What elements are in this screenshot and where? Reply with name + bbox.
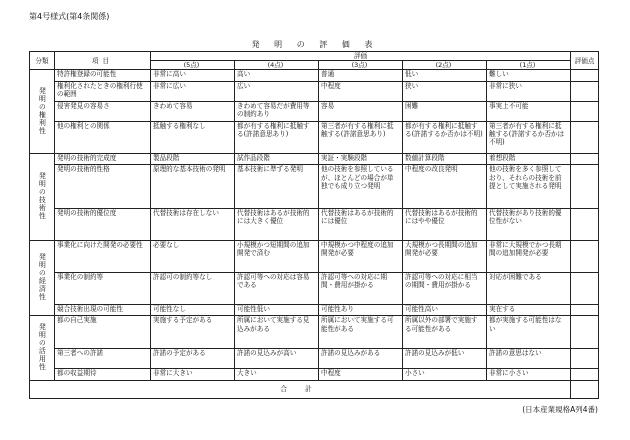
eval-cell: 小規模かつ短期間の追加開発で済む bbox=[235, 240, 319, 272]
eval-cell: 高い bbox=[235, 70, 319, 81]
total-label: 合 計 bbox=[30, 380, 571, 398]
eval-cell: 実施する予定がある bbox=[151, 316, 235, 348]
eval-cell: きわめて容易 bbox=[151, 101, 235, 121]
eval-cell: 大きい bbox=[235, 369, 319, 380]
eval-cell: 可能性高い bbox=[403, 305, 487, 316]
table-row bbox=[30, 101, 599, 121]
header-points-1: (1点) bbox=[487, 61, 571, 70]
eval-cell: 中程度の改良発明 bbox=[403, 165, 487, 209]
table-row bbox=[30, 348, 599, 369]
eval-cell: 都が有する権利に抵触する(許諾意思あり) bbox=[235, 121, 319, 153]
eval-cell: 非常に広い bbox=[151, 81, 235, 101]
eval-cell: 実在する bbox=[487, 305, 571, 316]
eval-cell: 可能性なし bbox=[151, 305, 235, 316]
eval-cell: 着想段階 bbox=[487, 153, 571, 164]
category-label: 発明の技術性 bbox=[38, 171, 47, 220]
table-row bbox=[30, 81, 599, 101]
table-row bbox=[30, 121, 599, 153]
eval-cell: 許認可等への対応に相当の期間・費用が掛かる bbox=[403, 272, 487, 304]
category-cell bbox=[30, 240, 55, 316]
header-category: 分類 bbox=[30, 52, 55, 70]
eval-cell: 許諾の見込みが高い bbox=[235, 348, 319, 369]
score-input-cell[interactable] bbox=[571, 70, 599, 81]
document-title: 発 明 の 評 価 表 bbox=[251, 40, 379, 49]
item-cell: 事業化に向けた開発の必要性 bbox=[55, 240, 151, 272]
header-points-5: (5点) bbox=[151, 61, 235, 70]
eval-cell: 許諾の予定がある bbox=[151, 348, 235, 369]
eval-cell: 低い bbox=[403, 70, 487, 81]
eval-cell: 他の技術を多く参照しており、それらの技術を前提として実施される発明 bbox=[487, 165, 571, 209]
eval-cell: きわめて容易だが費用等の制約あり bbox=[235, 101, 319, 121]
header-points-2: (2点) bbox=[403, 61, 487, 70]
eval-cell: 他の技術を参照しているが、ほとんどの場合が単独でも成り立つ発明 bbox=[319, 165, 403, 209]
item-cell: 侵害発見の容易さ bbox=[55, 101, 151, 121]
eval-cell: 試作品段階 bbox=[235, 153, 319, 164]
eval-cell: 非常に狭い bbox=[487, 81, 571, 101]
eval-cell: 代替技術はあるが技術的には大きく優位 bbox=[235, 208, 319, 240]
score-input-cell[interactable] bbox=[571, 153, 599, 164]
score-input-cell[interactable] bbox=[571, 101, 599, 121]
eval-cell: 許認可等への対応は容易である bbox=[235, 272, 319, 304]
eval-cell: 非常に大きい bbox=[151, 369, 235, 380]
eval-cell: 狭い bbox=[403, 81, 487, 101]
eval-cell: 必要なし bbox=[151, 240, 235, 272]
table-row bbox=[30, 70, 599, 81]
score-input-cell[interactable] bbox=[571, 272, 599, 304]
table-row bbox=[30, 272, 599, 304]
eval-cell: 都が有する権利に抵触する(許諾するか否かは不明) bbox=[403, 121, 487, 153]
item-cell: 発明の技術的完成度 bbox=[55, 153, 151, 164]
form-number: 第4号様式(第4条関係) bbox=[29, 12, 110, 21]
score-input-cell[interactable] bbox=[571, 208, 599, 240]
eval-cell: 許諾の見込みがある bbox=[319, 348, 403, 369]
eval-cell: 可能性低い bbox=[235, 305, 319, 316]
header-points-4: (4点) bbox=[235, 61, 319, 70]
category-label: 発明の活用性 bbox=[38, 322, 47, 371]
eval-cell: 中規模かつ中程度の追加開発が必要 bbox=[319, 240, 403, 272]
eval-cell: 所属において実施する見込みがある bbox=[235, 316, 319, 348]
category-cell bbox=[30, 70, 55, 154]
eval-cell: 所属以外の部署で実施する可能性がある bbox=[403, 316, 487, 348]
eval-cell: 大規模かつ長期間の追加開発が必要 bbox=[403, 240, 487, 272]
item-cell: 発明の技術的優位度 bbox=[55, 208, 151, 240]
eval-cell: 第三者が有する権利に抵触する(許諾するか否かは不明) bbox=[487, 121, 571, 153]
score-input-cell[interactable] bbox=[571, 348, 599, 369]
score-input-cell[interactable] bbox=[571, 316, 599, 348]
eval-cell: 代替技術は存在しない bbox=[151, 208, 235, 240]
item-cell: 特許権登録の可能性 bbox=[55, 70, 151, 81]
score-input-cell[interactable] bbox=[571, 305, 599, 316]
eval-cell: 容易 bbox=[319, 101, 403, 121]
total-score-cell[interactable] bbox=[571, 380, 599, 398]
eval-cell: 製品段階 bbox=[151, 153, 235, 164]
header-item: 項目 bbox=[55, 52, 151, 70]
category-cell bbox=[30, 316, 55, 380]
eval-cell: 事実上不可能 bbox=[487, 101, 571, 121]
header-points-3: (3点) bbox=[319, 61, 403, 70]
eval-cell: 許諾の見込みが低い bbox=[403, 348, 487, 369]
eval-cell: 普通 bbox=[319, 70, 403, 81]
category-label: 発明の権利性 bbox=[38, 86, 47, 135]
eval-cell: 代替技術はあるが技術的にはやや優位 bbox=[403, 208, 487, 240]
item-cell: 都の収益期待 bbox=[55, 369, 151, 380]
category-label: 発明の経済性 bbox=[38, 253, 47, 302]
eval-cell: 許認可等への対応に期間・費用が掛かる bbox=[319, 272, 403, 304]
item-cell: 他の権利との関係 bbox=[55, 121, 151, 153]
total-row bbox=[30, 380, 599, 398]
table-row bbox=[30, 208, 599, 240]
eval-cell: 非常に高い bbox=[151, 70, 235, 81]
eval-cell: 代替技術があり技術的優位性がない bbox=[487, 208, 571, 240]
eval-cell: 所属において実施する可能性がある bbox=[319, 316, 403, 348]
header-evaluation: 評価 bbox=[151, 52, 571, 61]
eval-cell: 難しい bbox=[487, 70, 571, 81]
category-cell bbox=[30, 153, 55, 240]
score-input-cell[interactable] bbox=[571, 240, 599, 272]
header-score: 評価点 bbox=[571, 52, 599, 70]
table-row bbox=[30, 369, 599, 380]
item-cell: 事業化の制約等 bbox=[55, 272, 151, 304]
eval-cell: 非常に大規模でかつ長期間の追加開発が必要 bbox=[487, 240, 571, 272]
standard-note: (日本産業規格A列4番) bbox=[522, 405, 598, 414]
score-input-cell[interactable] bbox=[571, 121, 599, 153]
item-cell: 競合技術出現の可能性 bbox=[55, 305, 151, 316]
table-row bbox=[30, 165, 599, 209]
table-row bbox=[30, 153, 599, 164]
eval-cell: 非常に小さい bbox=[487, 369, 571, 380]
eval-cell: 困難 bbox=[403, 101, 487, 121]
eval-cell: 抵触する権利なし bbox=[151, 121, 235, 153]
eval-cell: 許認可の制約等なし bbox=[151, 272, 235, 304]
score-input-cell[interactable] bbox=[571, 369, 599, 380]
table-body bbox=[30, 70, 599, 399]
item-cell: 権利化されたときの権利行使の範囲 bbox=[55, 81, 151, 101]
score-input-cell[interactable] bbox=[571, 81, 599, 101]
item-cell: 都の自己実施 bbox=[55, 316, 151, 348]
table-row bbox=[30, 240, 599, 272]
score-input-cell[interactable] bbox=[571, 165, 599, 209]
eval-cell: 実証・実験段階 bbox=[319, 153, 403, 164]
item-cell: 第三者への許諾 bbox=[55, 348, 151, 369]
eval-cell: 広い bbox=[235, 81, 319, 101]
eval-cell: 中程度 bbox=[319, 369, 403, 380]
table-row bbox=[30, 305, 599, 316]
eval-cell: 小さい bbox=[403, 369, 487, 380]
eval-cell: 第三者が有する権利に抵触する(許諾意思あり) bbox=[319, 121, 403, 153]
eval-cell: 対応が困難である bbox=[487, 272, 571, 304]
item-cell: 発明の技術的性格 bbox=[55, 165, 151, 209]
eval-cell: 中程度 bbox=[319, 81, 403, 101]
eval-cell: 都が実施する可能性はない bbox=[487, 316, 571, 348]
eval-cell: 代替技術はあるが技術的には優位 bbox=[319, 208, 403, 240]
evaluation-table bbox=[29, 51, 599, 399]
eval-cell: 数値計算段階 bbox=[403, 153, 487, 164]
eval-cell: 可能性あり bbox=[319, 305, 403, 316]
eval-cell: 基本技術に準ずる発明 bbox=[235, 165, 319, 209]
table-row bbox=[30, 316, 599, 348]
eval-cell: 許諾の意思はない bbox=[487, 348, 571, 369]
eval-cell: 原理的な基本技術の発明 bbox=[151, 165, 235, 209]
